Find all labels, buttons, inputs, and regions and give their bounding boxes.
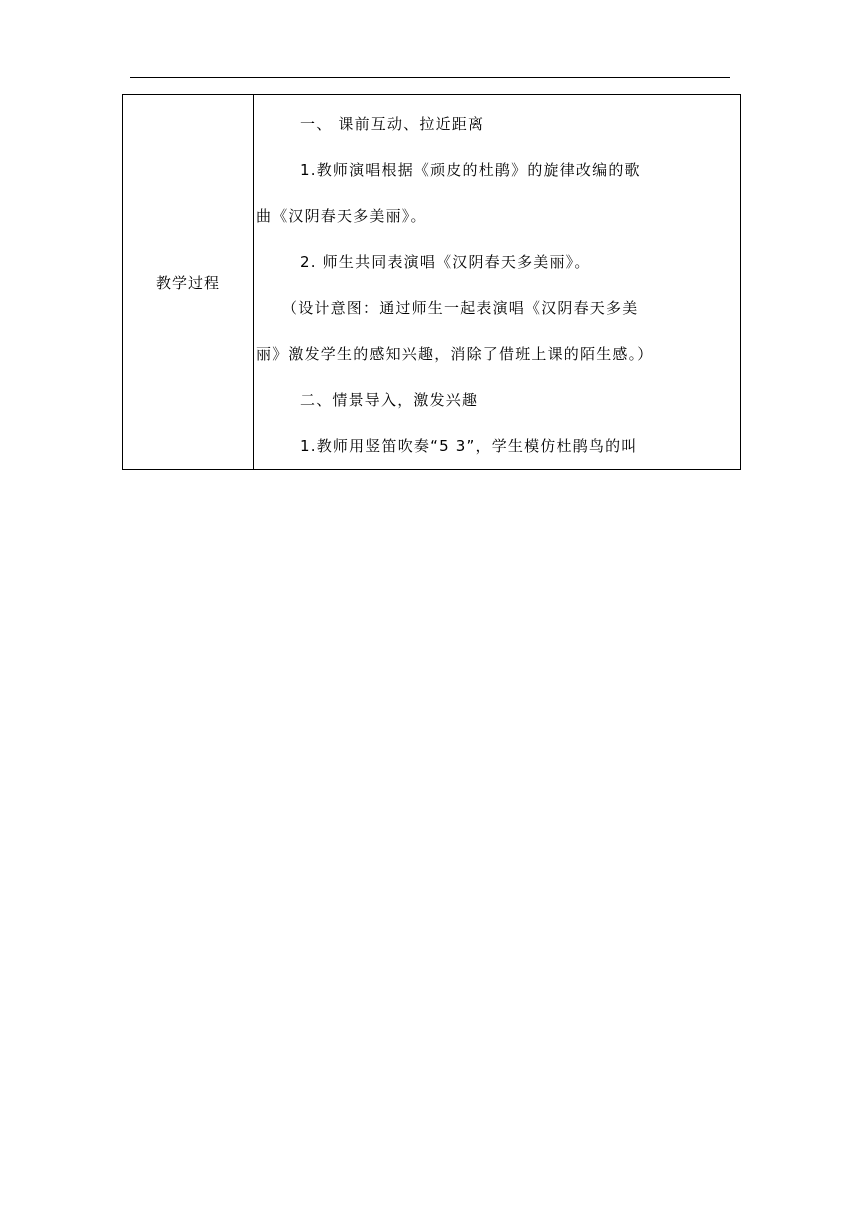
section-2-step-1: 1.教师用竖笛吹奏“5 3”，学生模仿杜鹃鸟的叫 xyxy=(300,437,638,455)
step-1-line-2: 曲《汉阴春天多美丽》。 xyxy=(256,207,427,225)
step-2: 2. 师生共同表演唱《汉阴春天多美丽》。 xyxy=(300,253,591,271)
design-intent-line-1: （设计意图：通过师生一起表演唱《汉阴春天多美 xyxy=(282,299,639,317)
content-body xyxy=(254,95,740,469)
row-label: 教学过程 xyxy=(123,95,254,470)
header-rule xyxy=(130,77,730,78)
design-intent-line-2: 丽》激发学生的感知兴趣，消除了借班上课的陌生感。） xyxy=(256,345,654,363)
content-cell xyxy=(254,95,741,470)
section-heading-2: 二、情景导入，激发兴趣 xyxy=(300,391,479,409)
table-row xyxy=(123,95,741,470)
step-1-line-1: 1.教师演唱根据《顽皮的杜鹃》的旋律改编的歌 xyxy=(300,161,641,179)
lesson-plan-table xyxy=(122,94,741,470)
section-heading-1: 一、 课前互动、拉近距离 xyxy=(300,115,485,133)
